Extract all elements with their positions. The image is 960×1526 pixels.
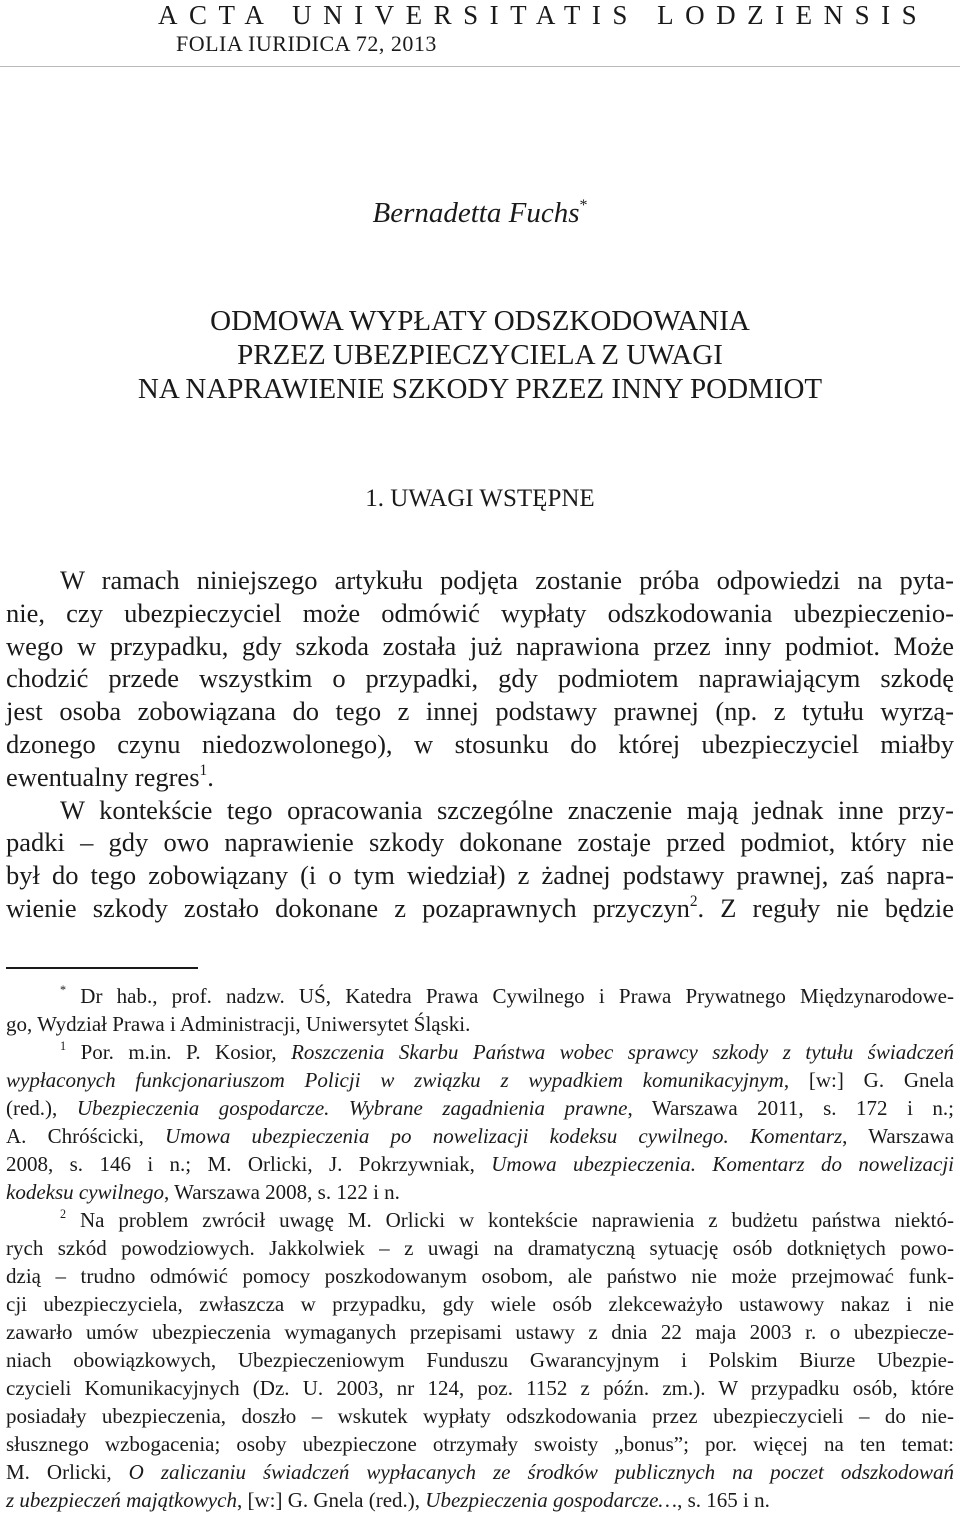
title-line: NA NAPRAWIENIE SZKODY PRZEZ INNY PODMIOT <box>137 373 823 405</box>
body-text <box>6 564 954 925</box>
article-title <box>0 304 960 406</box>
footnote-number: 2 <box>60 1207 67 1222</box>
body-line-punct: . <box>207 761 214 792</box>
body-line <box>6 892 954 925</box>
body-line-text: wienie szkody zostało dokonane z pozaprawnych przyczyn <box>6 892 690 923</box>
author-name: Bernadetta Fuchs <box>372 197 580 229</box>
journal-name: ACTA UNIVERSITATIS LODZIENSIS <box>158 0 929 30</box>
footnote-ref-1[interactable]: 1 <box>199 761 208 779</box>
body-line-text: . Z reguły nie będzie <box>697 892 954 923</box>
footnote-2-line: słusznego wzbogacenia; osoby ubezpieczone otrzymały swoisty „bonus”; por. więcej na ten temat: <box>6 1432 954 1456</box>
footnote-1-line: $^1$ Por. m.in. P. Kosior, Roszczenia Skarbu Państwa wobec sprawcy szkody z tytułu świadczeń <box>60 1039 955 1064</box>
header-divider <box>0 66 960 67</box>
body-line: dzonego czynu niedozwolonego), w stosunku do której ubezpieczyciel miałby <box>6 728 954 759</box>
footnote-1-line: kodeksu cywilnego, Warszawa 2008, s. 122 i n. <box>6 1180 400 1204</box>
footnote-star-line: * Dr hab., prof. nadzw. UŚ, Katedra Prawa Cywilnego i Prawa Prywatnego Międzynarodowe- <box>60 983 955 1008</box>
author-line <box>0 188 960 231</box>
body-line: W kontekście tego opracowania szczególne znaczenie mają jednak inne przy- <box>60 794 954 825</box>
title-line: ODMOWA WYPŁATY ODSZKODOWANIA <box>210 305 750 337</box>
author-footnote-mark[interactable]: * <box>579 197 588 214</box>
footnote-2-line: cji ubezpieczyciela, zwłaszcza w przypadku, gdy wiele osób zlekceważyło ustawowy nakaz i nie <box>6 1292 954 1316</box>
body-line: W ramach niniejszego artykułu podjęta zostanie próba odpowiedzi na pyta- <box>60 565 954 595</box>
body-line: jest osoba zobowiązana do tego z innej podstawy prawnej (np. z tytułu wyrzą- <box>6 696 954 727</box>
body-line: chodzić przede wszystkim o przypadki, gdy podmiotem naprawiającym szkodę <box>6 663 954 694</box>
body-line: wego w przypadku, gdy szkoda została już naprawiona przez inny podmiot. Może <box>6 630 954 661</box>
body-line: padki – gdy owo naprawienie szkody dokonane zostaje przed podmiot, który nie <box>6 827 954 858</box>
footnote-2-line: czycieli Komunikacyjnych (Dz. U. 2003, nr 124, poz. 1152 z późn. zm.). W przypadku osób, które <box>6 1376 954 1400</box>
section-heading: 1. UWAGI WSTĘPNE <box>365 485 595 512</box>
title-line: PRZEZ UBEZPIECZYCIELA Z UWAGI <box>237 339 723 371</box>
footnote-2-line: M. Orlicki, O zaliczaniu świadczeń wypłacanych ze środków publicznych na poczet odszkodowań <box>6 1460 954 1484</box>
footnote-2-line: rych szkód powodziowych. Jakkolwiek – z uwagi na dramatyczną sytuację osób dotkniętych powo- <box>6 1236 954 1260</box>
footnote-1-line: 2008, s. 146 i n.; M. Orlicki, J. Pokrzywniak, Umowa ubezpieczenia. Komentarz do nowelizacji <box>6 1152 955 1176</box>
footnote-ref-2[interactable]: 2 <box>689 892 698 910</box>
footnote-2-line: dzią – trudno odmówić pomocy poszkodowanym osobom, ale państwo nie może przejmować funk- <box>6 1264 954 1288</box>
footnote-2-line: $^2$ Na problem zwrócił uwagę M. Orlicki w kontekście naprawienia z budżetu państwa niektó- <box>60 1207 954 1232</box>
footnote-star-line: go, Wydział Prawa i Administracji, Uniwersytet Śląski. <box>6 1012 471 1036</box>
footnote-2-line: niach obowiązkowych, Ubezpieczeniowym Funduszu Gwarancyjnym i Polskim Biurze Ubezpie- <box>6 1348 954 1372</box>
footnote-2-line: zawarło umów ubezpieczenia wymaganych przepisami ustawy z dnia 22 maja 2003 r. o ubezpiecze- <box>6 1320 954 1344</box>
footnote-1-line: A. Chróścicki, Umowa ubezpieczenia po nowelizacji kodeksu cywilnego. Komentarz, Warszawa <box>6 1124 954 1148</box>
footnotes <box>6 982 954 1514</box>
footnote-1-line: wypłaconych funkcjonariuszom Policji w związku z wypadkiem komunikacyjnym, [w:] G. Gnela <box>6 1068 955 1092</box>
footnote-divider <box>6 967 198 969</box>
body-line: był do tego zobowiązany (i o tym wiedział) z żadnej podstawy prawnej, zaś napra- <box>6 860 954 891</box>
footnote-number: 1 <box>60 1039 67 1054</box>
body-line: nie, czy ubezpieczyciel może odmówić wypłaty odszkodowania ubezpieczenio- <box>6 597 954 628</box>
journal-volume: FOLIA IURIDICA 72, 2013 <box>176 31 437 56</box>
footnote-2-line: posiadały ubezpieczenia, doszło – wskutek wypłaty odszkodowania przez ubezpieczycieli – do nie- <box>6 1404 954 1428</box>
footnote-mark: * <box>60 983 67 998</box>
footnote-1-line: (red.), Ubezpieczenia gospodarcze. Wybrane zagadnienia prawne, Warszawa 2011, s. 172 i n.; <box>6 1096 954 1120</box>
body-line-text: ewentualny regres <box>6 761 200 792</box>
footnote-2-line: z ubezpieczeń majątkowych, [w:] G. Gnela (red.), Ubezpieczenia gospodarcze…, s. 165 i n. <box>6 1488 770 1512</box>
body-line <box>6 761 954 794</box>
